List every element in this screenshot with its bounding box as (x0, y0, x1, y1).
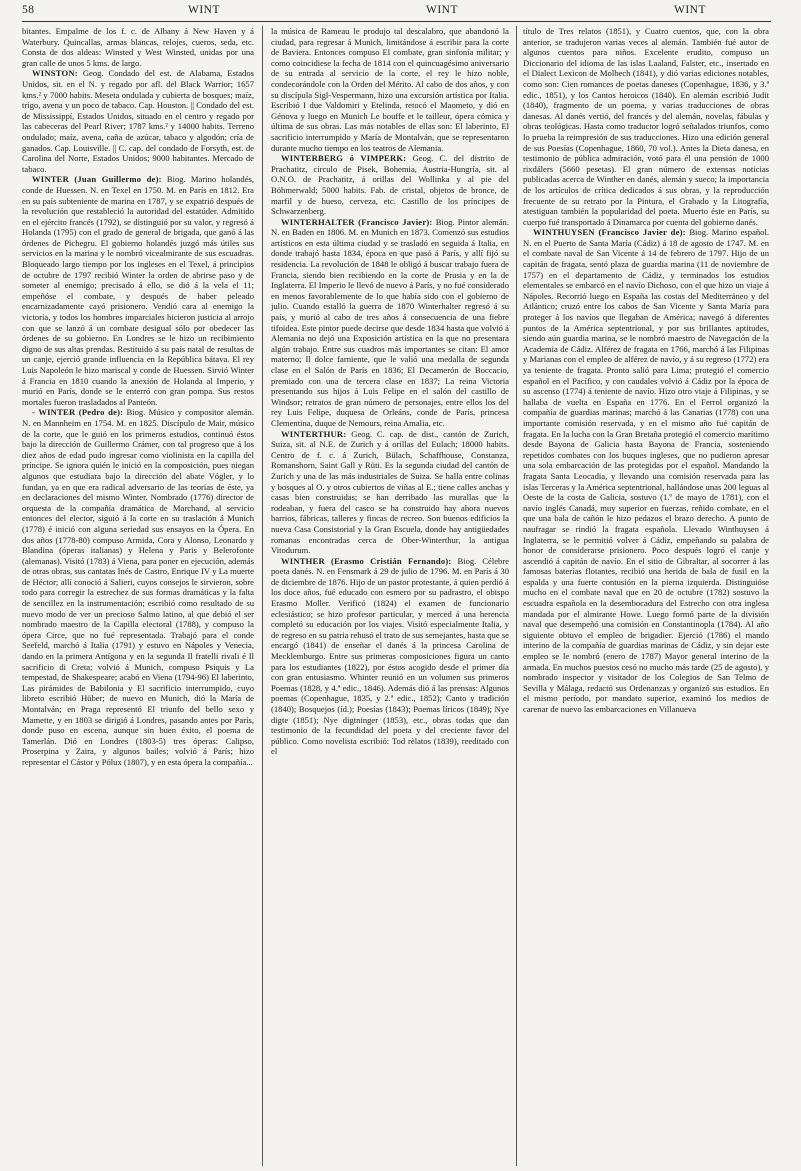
text-column-2 (271, 26, 509, 1166)
dictionary-entry (523, 227, 769, 714)
text-column-3 (523, 26, 769, 1166)
entry-body: Biog. Célebre poeta danés. N. en Fensmark á 29 de julio de 1796. M. en París á 30 de diciembre de 1876. Hijo de un pastor protestante, á quien perdió á los doce años, fué educado con esmero por su padrastro, el obispo Erasmo Moller. Verificó (1824) el examen de funcionario eclesiástico; se hizo profesor particular, y merced á una herencia completó su educación por los viajes. Visitó especialmente Italia, y de regreso en su patria rehusó el trato de sus semejantes, hasta que se encargó (1841) de enseñar el danés á la princesa Carolina de Mecklemburgo. Entre sus primeras composiciones figura un canto para los estudiantes (1822), por éstos acogido desde el primer día con gran entusiasmo. Whinter reunió en un volumen sus primeros Poemas (1828, y 4.ª edic., 1846). Además dió á las prensas: Algunos poemas (Copenhague, 1835, y 2.ª edic., 1852); Canto y tradición (1840); Bosquejos (íd.); Poesías (1843); Poemas líricos (1849); Nye digte (1851); Nye digtninger (1853), etc., obras todas que dan testimonio de la fecundidad del poeta y del creciente favor del público. Como novelista escribió: Tod rèlatos (1839), reeditado con el (271, 555, 509, 757)
entry-body: Geog. C. del distrito de Prachatitz, círculo de Pisek, Bohemia, Austria-Hungría, sit. al O.N.O. de Prachatitz, á orillas del Wollinka y al pie del Böhmerwald; 5000 habits. Fab. de cristal, objetos de bronce, de marfil y de hueso, cerveza, etc. Castillo de los príncipes de Schwarzenberg. (271, 153, 509, 217)
entry-body: Biog. Marino holandés, conde de Huessen. N. en Texel en 1750. M. en París en 1812. Era en su país subteniente de marina en 1787, y se expatrió después de la revolución que restableció la autoridad del estatúder. Admitido en el ejército francés (1792), se distinguió por su valor, y regresó á Holanda (1795) con el grado de general de brigada, que ganó á las órdenes de Pichegru. El gobierno holandés juzgó más útiles sus servicios en la marina y le nombró vicealmirante de sus escuadras. Bloqueado largo tiempo por los ingleses en el Texel, á principios de octubre de 1797 recibió Winter la orden de abrirse paso y de someter al enemigo; precisado á ello, se dió á la vela el 11; empeñóse el combate, y después de haber peleado encarnizadamente cayó prisionero. Vendió cara al enemigo la victoria, y todos los hombres imparciales hicieron justicia al arrojo con que se lanzó á un combate desigual sólo por obedecer las órdenes de su gobierno. En Londres se le hizo un recibimiento digno de sus altas prendas. Restituido á su país natal de resultas de un canje, ejerció grande influencia en la República bátava. El rey Luis Napoleón le hizo mariscal y conde de Huessen. Sirvió Winter á Francia en 1810 cuando la anexión de Holanda al Imperio, y murió en París, donde se le enterró con gran pompa. Sus restos mortales fueron trasladados al Panteón. (22, 174, 254, 407)
entry-body: bitantes. Empalme de los f. c. de Albany á New Haven y á Waterbury. Quincallas, armas blancas, relojes, cueros, seda, etc. Consta de dos aldeas: Winsted y West Winsted, unidas por una gran calle de unos 5 kms. de largo. (22, 26, 254, 68)
running-head-center: WINT (426, 4, 459, 16)
column-divider (262, 26, 263, 1166)
entry-body: Geog. C. cap. de dist., cantón de Zurich, Suiza, sit. al N.E. de Zurich y á orillas del Eulach; 18000 habits. Centro de f. c. á Zurich, Bülach, Schaffhouse, Constanza, Romanshorn, Saint Gall y Rüti. Es la segunda ciudad del cantón de Zurich y una de las más industriales de Suiza. Se halla entre colinas y bosques al O. y otros cubiertos de viñas al E.; tiene calles anchas y casas bien construidas; se han derribado las murallas que la rodeaban, y fuera del casco se ha construido hay ahora nuevos barrios, fábricas, talleres y fincas de recreo. Son buenos edificios la nueva Casa Consistorial y la Gran Escuela, donde hay antigüedades romanas encontradas cerca de Ober-Winterthur, la antigua Vitodurum. (271, 428, 509, 556)
entry-body: título de Tres relatos (1851), y Cuatro cuentos, que, con la obra anterior, se tradujeron varias veces al alemán. También fué autor de algunos cuentos para niños. Excelente erudito, compuso un Diccionario del idioma de las islas Laaland, Falster, etc., insertado en el Dialect Lexicon de Molbech (1841), y dió varias ediciones notables, como son: Cien romances de poetas daneses (Copenhague, 1836, y 3.ª edic., 1851), y los Cantos heroicos (1840). En alemán escribió Judit (1840), fragmento de un poema, y varias traducciones de obras danesas. Al danés vertió, del francés y del alemán, novelas, fábulas y obras teológicas. Hasta como traductor logró señalados triunfos, como lo prueba la reimpresión de sus traducciones. Hizo una edición general de sus Poesías (Copenhague, 1860, 70 vol.). Antes la Dieta danesa, en testimonio de pública admiración, votó para él una pensión de 1000 rixdálers (5660 pesetas). El gran número de extensas noticias publicadas acerca de Winther en danés, alemán y sueco; la importancia de los artículos de crítica dedicados á sus obras, y la reproducción frecuente de su retrato por la Pintura, el Grabado y la Litografía, atestiguan también la popularidad del poeta. Muerto éste en París, su cuerpo fué transportado á Dinamarca por cuenta del gobierno danés. (523, 26, 769, 227)
entry-headword: WINTERHALTER (Francisco Javier): (281, 216, 433, 227)
entry-body: Geog. Condado del est. de Alabama, Estados Unidos, sit. en el N. y regado por afl. del Black Warrior; 1657 kms.² y 7000 habits. Meseta ondulada y cubierta de bosques; maíz, trigo, avena y un poco de tabaco. Cap. Houston. || Condado del est. de Mississippí, Estados Unidos, situado en el centro y regado por las cabeceras del Pearl River; 1787 kms.² y 14000 habits. Terreno ondulado; maíz, avena, caña de azúcar, tabaco y algodón; cría de ganados. Cap. Louisville. || C. cap. del condado de Forsyth, est. de Carolina del Norte, Estados Unidos; 9000 habitantes. Mercado de tabaco. (22, 68, 254, 174)
entry-body: Biog. Marino español. N. en el Puerto de Santa María (Cádiz) á 18 de agosto de 1747. M. en el combate naval de San Vicente á 14 de febrero de 1797. Hijo de un capitán de fragata, sentó plaza de guardia marina (11 de noviembre de 1757) en el departamento de Cádiz, y terminados los estudios elementales se embarcó en el navío Dichoso, con el que hizo un viaje á Nápoles. Recorrió luego en España las costas del Mediterráneo y del Atlántico; cruzó entre los cabos de San Vicente y Santa María para proteger á los navíos que llegaban de América; navegó á diferentes puntos de la América septentrional, y por sus brillantes aptitudes, siendo aún guardia marina, se le nombró maestro de Navegación de la Academia de Cádiz. Alférez de fragata en 1766, marchó á las Filipinas y Marianas con el empleo de alférez de navío, y á su regreso (1772) era ya teniente de fragata. Pronto salió para Lima; protegió el comercio español en el Pacífico, y con caudales volvió á Cádiz por la época de su ascenso (1774) á teniente de navío. Hizo otro viaje á Filipinas, y se hallaba de vuelta en España en 1776. En el Ferrol organizó la compañía de guardias marinas; marchó á las Canarias (1778) con una importante comisión reservada, y en el mismo año fué capitán de fragata. En la lucha con la Gran Bretaña protegió el comercio marítimo desde Bayona de Galicia hasta Bayona de Francia, sosteniendo repetidos combates con los buques ingleses, que no pudieron apresar una sola embarcación de las protegidas por el español. Mandando la fragata Santa Leocadia, y llevando una comisión reservada para las islas Terceras y la América septentrional, hallándose unas 200 leguas al Oeste de la costa de Galicia, sostuvo (1.º de mayo de 1781), con el navío inglés Canadá, muy superior en fuerzas, reñido combate, en el que una bala de cañón le hizo pedazos el brazo derecho. A punto de naufragar se rindió la fragata española. Llevado Winthuysen á Inglaterra, se le permitió volver á Cádiz, empeñando su palabra de honor de considerarse prisionero. Poco después logró el canje y ascendió á capitán de navío. En el sitio de Gibraltar, al socorrer á las famosas baterías flotantes, recibió una herida de bala de fusil en la espalda y una fuerte contusión en la pierna izquierda. Distinguióse mucho en el combate naval que en 20 de octubre (1782) sostuvo la escuadra española en la desembocadura del Estrecho con otra inglesa mandada por el almirante Howe. Luego formó parte de la división naval que desempeñó una comisión en Constantinopla (1784). Al año siguiente obtuvo el empleo de brigadier. Ejerció (1786) el mando interino de la compañía de guardias marinas de Cádiz, y sin dejar este empleo se le nombró (enero de 1787) Mayor general interino de la armada. En muchos puestos cesó no mucho más tarde (25 de agosto), y nombrado inspector y visitador de los Colegios de San Telmo de Sevilla y Málaga, redactó sus Ordenanzas y organizó sus estudios. En el mismo período, por mandato superior, examinó los medios de carenar de nuevo las embarcaciones en Villanueva (523, 227, 769, 714)
running-head-left: WINT (188, 4, 221, 16)
entry-headword: WINTERBERG ó VIMPERK: (281, 153, 407, 164)
entry-headword: WINTHER (Erasmo Cristián Fernando): (281, 555, 452, 566)
dictionary-entry (271, 153, 509, 217)
page-number: 58 (22, 4, 35, 16)
entry-headword: WINTHUYSEN (Francisco Javier de): (533, 227, 686, 238)
dictionary-entry (523, 26, 769, 227)
dictionary-entry (271, 429, 509, 556)
column-divider (516, 26, 517, 1166)
dictionary-entry (271, 217, 509, 429)
entry-body: Biog. Pintor alemán. N. en Baden en 1806. M. en Munich en 1873. Comenzó sus estudios artísticos en esta última ciudad y se trasladó en seguida á Italia, en donde trabajó hasta 1834, época en que pasó á París, y allí fijó su residencia. La revolución de 1848 le obligó á buscar trabajo fuera de Francia, siendo bien recibiendo en la corte de Prusia y en la de Inglaterra. El Imperio le llevó de nuevo á París, y no fué considerado en menos favorablemente de lo que había sido con el gobierno de julio. Cuando estalló la guerra de 1870 Winterhalter regresó á su país, y murió al cabo de tres años á consecuencia de una fiebre tifoidea. Este pintor puede decirse que desde 1834 hasta que volvió á Alemania no dejó una Exposición artística en la que no presentara algún trabajo. Entre sus cuadros más importantes se citan: El amor materno; Il dolce farniente, que le valió una medalla de segunda clase en el Salón de París en 1836; El Decamerón de Boccacio, premiado con una de tercera clase en 1837; La reina Victoria presentando sus hijos á Luis Felipe en el salón del castillo de Windsor; retratos de gran número de personajes, entre ellos los del rey Luis Felipe, duquesa de Orleáns, conde de París, princesa Clementina, duque de Nemours, reina Amalia, etc. (271, 216, 509, 428)
dictionary-entry (22, 174, 254, 407)
page-header (22, 4, 771, 26)
entry-headword: WINTER (Juan Guillermo de): (32, 174, 162, 185)
dictionary-entry (271, 26, 509, 153)
dictionary-entry (22, 407, 254, 767)
entry-headword: - WINTER (Pedro de): (32, 407, 124, 418)
dictionary-entry (22, 26, 254, 68)
entry-headword: WINTERTHUR: (281, 428, 347, 439)
entry-body: Biog. Músico y compositor alemán. N. en Mannheim en 1754. M. en 1825. Discípulo de Mair, músico de la corte, que le guió en los primeros estudios, continuó éstos bajo la dirección de Guillermo Crámer, con tal progreso que á los diez años de edad pudo ingresar como violinista en la capilla del príncipe. Se ignora quién le inició en la composición, pues niegan algunos que estudiara bajo la dirección del abate Vógler, y lo fundan, ya en que era radical adversario de las teorías de éste, ya en declaraciones del mismo Winter. Nombrado (1776) director de orquesta de la compañía dramática de Marchand, al servicio entonces del elector, siguió á la corte en su traslación á Munich (1778) é inició con alguna seriedad sus ensayos en la Ópera. En dos años (1778-80) compuso Armida, Cora y Alonso, Leonardo y Blandina (óperas italianas) y Helena y Paris y Belerofonte (alemanas). Visitó (1783) á Viena, para poner en ejecución, además de otras obras, sus cantatas Inés de Castro, Enrique IV y La muerte de Héctor; allí conoció á Salieri, cuyos consejos le sirvieron, sobre todo para corregir la estrechez de sus formas dramáticas y la falta de sencillez en la instrumentación; escribió como resultado de su nuevo modo de ver un precioso Salmo latino, al que debió el ser nombrado maestro de la Capilla electoral (1788), y compuso la ópera Circe, que no fué representada. Trabajó para el conde Seefeld, marchó á Italia (1791) y estuvo en Nápoles y Venecia, dando en la primera Antígona y en la segunda Il fratelli rivali é Il sacrificio di Creta; volvió á Munich, compuso Psiquis y La tempestad, de Shakespeare; acabó en Viena (1794-96) El laberinto, Las pirámides de Babilonia y El sacrificio interrumpido, cuyo libreto escribió Hüber; de nuevo en Munich, dió la María de Montalván; en Praga representó El triunfo del bello sexo y Mamette, y en 1803 se dirigió á Londres, pasando antes por París, donde puso en escena, aunque sin buen éxito, el poema de Tamerlán. Dió en Londres (1803-5) tres óperas: Calipso, Proserpina y Zaira, y algunos bailes; volvió á París; hizo representar el Cástor y Pólux (1807), y en esta ópera la compañía... (22, 407, 254, 767)
dictionary-entry (22, 68, 254, 174)
running-head-right: WINT (674, 4, 707, 16)
dictionary-entry (271, 556, 509, 757)
text-column-1 (22, 26, 254, 1166)
entry-body: la música de Rameau le produjo tal descalabro, que abandonó la ciudad, para regresar á Munich, limitándose á escribir para la corte de Baviera. Entonces compuso El combate, gran sinfonía militar; y como coincidiese la fecha de 1814 con el quincuagésimo aniversario de su entrada al servicio de la corte, el rey le hizo noble, condecorándole con la Orden del Mérito. Al cabo de dos años, y con su discípula Sigl-Vespermann, hizo una excursión artística por Italia. Escribió I due Valdomiri y Etelinda, retocó el Maometo, y dió en Génova y luego en Munich Le bouffe et le tailleur, ópera cómica y última de sus obras. Las más notables de ellas son: El laberinto, El sacrificio interrumpido y María de Montalván, que se representaron durante mucho tiempo en los teatros de Alemania. (271, 26, 509, 153)
header-rule (22, 21, 771, 22)
entry-headword: WINSTON: (32, 68, 78, 79)
